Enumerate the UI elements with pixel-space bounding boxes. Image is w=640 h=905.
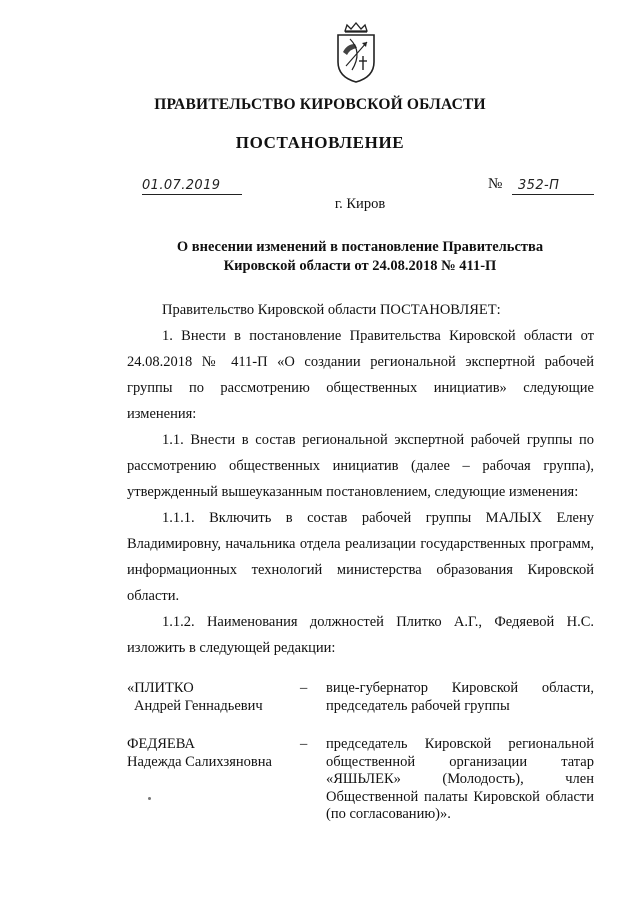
subject xyxy=(100,238,620,276)
scan-speck xyxy=(148,797,151,800)
member-surname: ФЕДЯЕВА xyxy=(127,736,195,752)
member-given-names: Надежда Салихзяновна xyxy=(127,753,272,770)
coat-of-arms-emblem xyxy=(333,22,379,84)
paragraph-1-1-1: 1.1.1. Включить в состав рабочей группы МАЛЫХ Елену Владимировну, начальника отдела реализации государственных программ, информационных технологий министерства образования Кировской области. xyxy=(127,510,594,604)
government-title: ПРАВИТЕЛЬСТВО КИРОВСКОЙ ОБЛАСТИ xyxy=(154,96,486,113)
member-dash: – xyxy=(300,680,308,696)
document-type: ПОСТАНОВЛЕНИЕ xyxy=(235,133,405,152)
paragraph-1: 1. Внести в постановление Правительства Кировской области от 24.08.2018 № 411-П «О создании региональной экспертной рабочей группы по рассмотрению общественных инициатив» следующие изменения: xyxy=(127,328,594,422)
member-dash: – xyxy=(300,736,308,752)
paragraph-1-1-2: 1.1.2. Наименования должностей Плитко А.Г., Федяевой Н.С. изложить в следующей редакции: xyxy=(127,614,594,656)
member-surname: «ПЛИТКО xyxy=(127,680,194,696)
subject-line-2: Кировской области от 24.08.2018 № 411-П xyxy=(223,258,497,274)
coat-of-arms-icon xyxy=(333,22,379,84)
document-number xyxy=(512,178,594,195)
member-given-names: Андрей Геннадьевич xyxy=(134,697,263,714)
number-sign: № xyxy=(488,176,503,192)
city: г. Киров xyxy=(334,196,386,212)
member-role-plitko: вице-губернатор Кировской области, председатель рабочей группы xyxy=(326,680,594,714)
member-name-plitko xyxy=(127,680,297,715)
subject-line-1: О внесении изменений в постановление Правительства xyxy=(176,239,544,255)
document-number-value: 352-П xyxy=(518,178,560,193)
member-role-fedyaeva: председатель Кировской региональной общественной организации татар «ЯШЬЛЕК» (Молодость), член Общественной палаты Кировской области (по согласованию)». xyxy=(326,736,594,822)
paragraph-resolves: Правительство Кировской области ПОСТАНОВЛЯЕТ: xyxy=(162,302,501,318)
member-name-fedyaeva xyxy=(127,736,297,771)
paragraph-1-1: 1.1. Внести в состав региональной экспертной рабочей группы по рассмотрению общественных инициатив (далее – рабочая группа), утвержденный вышеуказанным постановлением, следующие изменения: xyxy=(127,432,594,500)
document-date: 01.07.2019 xyxy=(142,178,242,195)
